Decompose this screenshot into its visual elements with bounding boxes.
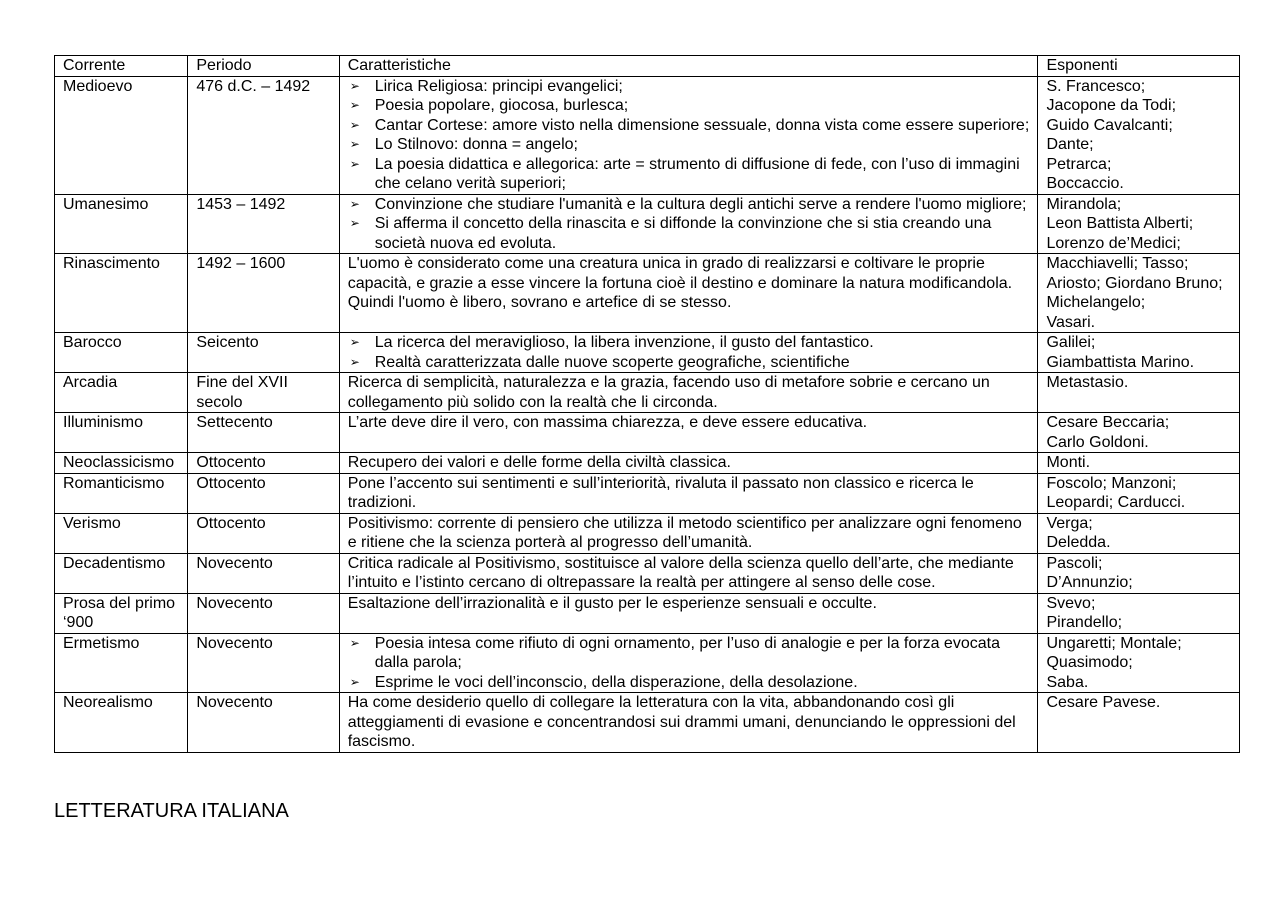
bullet-text: Realtà caratterizzata dalle nuove scoperte geografiche, scientifiche: [374, 353, 850, 371]
cell-esponenti: [1038, 254, 1240, 333]
cell-esponenti: [1038, 453, 1240, 474]
cell-periodo: Ottocento: [188, 473, 339, 513]
cell-corrente: Rinascimento: [55, 254, 188, 333]
esponente-line: Monti.: [1046, 454, 1091, 471]
cell-periodo: Novecento: [188, 633, 339, 693]
cell-periodo: Novecento: [188, 693, 339, 753]
document-title: LETTERATURA ITALIANA: [54, 800, 289, 822]
bullet-text: Convinzione che studiare l'umanità e la cultura degli antichi serve a rendere l'uomo migliore;: [374, 195, 1027, 213]
bullet-text: Lo Stilnovo: donna = angelo;: [374, 136, 578, 153]
header-corrente: Corrente: [55, 56, 188, 77]
table-row: [55, 473, 1240, 513]
cell-esponenti: [1038, 553, 1240, 593]
arrow-bullet-icon: ➢: [349, 335, 360, 349]
bullet-text: Poesia popolare, giocosa, burlesca;: [374, 97, 629, 114]
table-row: [55, 373, 1240, 413]
esponente-line: Foscolo; Manzoni;: [1046, 474, 1177, 492]
cell-corrente: Neoclassicismo: [55, 453, 188, 474]
cell-caratteristiche: L’arte deve dire il vero, con massima chiarezza, e deve essere educativa.: [339, 413, 1038, 453]
bullet-item: [348, 353, 1030, 373]
bullet-item: [348, 96, 1030, 116]
cell-caratteristiche: [339, 76, 1038, 194]
esponente-line: Svevo;: [1046, 594, 1096, 612]
bullet-item: [348, 77, 1030, 97]
cell-periodo: Novecento: [188, 593, 339, 633]
header-esponenti: Esponenti: [1038, 56, 1240, 77]
esponente-line: Guido Cavalcanti;: [1046, 116, 1173, 134]
cell-esponenti: [1038, 333, 1240, 373]
bullet-text: Poesia intesa come rifiuto di ogni ornamento, per l’uso di analogie e per la forza evocata dalla parola;: [374, 634, 1000, 671]
bullet-list: [348, 195, 1030, 254]
table-row: [55, 453, 1240, 474]
bullet-item: [348, 116, 1030, 136]
arrow-bullet-icon: ➢: [349, 216, 360, 230]
esponente-line: Giambattista Marino.: [1046, 353, 1195, 371]
esponente-line: Saba.: [1046, 673, 1089, 691]
table-row: [55, 254, 1240, 333]
esponente-line: Galilei;: [1046, 334, 1096, 351]
esponente-line: Cesare Pavese.: [1046, 694, 1161, 711]
cell-caratteristiche: Critica radicale al Positivismo, sostituisce al valore della scienza quello dell’arte, che mediante l’intuito e l’istinto cercano di oltrepassare la realtà per attingere al senso delle cose.: [339, 553, 1038, 593]
cell-corrente: Umanesimo: [55, 194, 188, 254]
bullet-text: Cantar Cortese: amore visto nella dimensione sessuale, donna vista come essere superiore;: [374, 116, 1030, 134]
cell-corrente: Ermetismo: [55, 633, 188, 693]
cell-corrente: Prosa del primo ‘900: [55, 593, 188, 633]
arrow-bullet-icon: ➢: [349, 354, 360, 369]
cell-esponenti: [1038, 693, 1240, 753]
cell-periodo: 476 d.C. – 1492: [188, 76, 339, 194]
table-row: [55, 413, 1240, 453]
cell-esponenti: [1038, 473, 1240, 513]
esponente-line: Michelangelo;: [1046, 294, 1146, 311]
cell-caratteristiche: Esaltazione dell’irrazionalità e il gusto per le esperienze sensuali e occulte.: [339, 593, 1038, 633]
bullet-text: La ricerca del meraviglioso, la libera invenzione, il gusto del fantastico.: [374, 334, 874, 351]
bullet-list: [348, 634, 1030, 693]
cell-periodo: 1453 – 1492: [188, 194, 339, 254]
esponente-line: Carlo Goldoni.: [1046, 433, 1149, 451]
bullet-item: [348, 135, 1030, 155]
table-row: [55, 76, 1240, 194]
bullet-item: [348, 155, 1030, 194]
bullet-item: [348, 195, 1030, 215]
table-row: [55, 194, 1240, 254]
esponente-line: Cesare Beccaria;: [1046, 414, 1170, 431]
cell-esponenti: [1038, 633, 1240, 693]
cell-caratteristiche: [339, 333, 1038, 373]
arrow-bullet-icon: ➢: [349, 156, 360, 171]
arrow-bullet-icon: ➢: [349, 98, 360, 112]
esponente-line: Macchiavelli; Tasso;: [1046, 255, 1189, 272]
arrow-bullet-icon: ➢: [349, 674, 360, 689]
cell-esponenti: [1038, 413, 1240, 453]
esponente-line: Quasimodo;: [1046, 654, 1133, 671]
esponente-line: Dante;: [1046, 136, 1094, 153]
table-row: [55, 333, 1240, 373]
arrow-bullet-icon: ➢: [349, 196, 360, 211]
esponente-line: Deledda.: [1046, 534, 1111, 551]
table-row: [55, 553, 1240, 593]
esponente-line: Pirandello;: [1046, 614, 1123, 631]
cell-esponenti: [1038, 194, 1240, 254]
cell-caratteristiche: Ricerca di semplicità, naturalezza e la grazia, facendo uso di metafore sobrie e cercano un collegamento più solido con la realtà che li circonda.: [339, 373, 1038, 413]
esponente-line: Verga;: [1046, 514, 1093, 532]
esponente-line: Metastasio.: [1046, 374, 1129, 391]
esponente-line: Leon Battista Alberti;: [1046, 215, 1194, 232]
cell-periodo: Novecento: [188, 553, 339, 593]
header-caratteristiche: Caratteristiche: [339, 56, 1038, 77]
cell-caratteristiche: Recupero dei valori e delle forme della civiltà classica.: [339, 453, 1038, 474]
cell-corrente: Illuminismo: [55, 413, 188, 453]
cell-caratteristiche: L'uomo è considerato come una creatura unica in grado di realizzarsi e coltivare le proprie capacità, e grazie a esse vincere la fortuna cioè il destino e dominare la natura modificandola. Quindi l'uomo è libero, sovrano e artefice di se stesso.: [339, 254, 1038, 333]
bullet-list: [348, 333, 1030, 372]
cell-periodo: Fine del XVII secolo: [188, 373, 339, 413]
table-row: [55, 693, 1240, 753]
table-body: [55, 56, 1240, 753]
literature-table: [54, 55, 1240, 753]
table-row: [55, 593, 1240, 633]
bullet-item: [348, 673, 1030, 693]
cell-corrente: Decadentismo: [55, 553, 188, 593]
esponente-line: Mirandola;: [1046, 195, 1122, 213]
esponente-line: Vasari.: [1046, 313, 1096, 331]
esponente-line: Ariosto; Giordano Bruno;: [1046, 274, 1223, 292]
cell-periodo: Ottocento: [188, 513, 339, 553]
table-header-row: [55, 56, 1240, 77]
cell-corrente: Arcadia: [55, 373, 188, 413]
esponente-line: Ungaretti; Montale;: [1046, 634, 1182, 652]
header-periodo: Periodo: [188, 56, 339, 77]
cell-corrente: Barocco: [55, 333, 188, 373]
bullet-item: [348, 333, 1030, 353]
bullet-list: [348, 77, 1030, 194]
arrow-bullet-icon: ➢: [349, 635, 360, 650]
cell-caratteristiche: Positivismo: corrente di pensiero che utilizza il metodo scientifico per analizzare ogni fenomeno e ritiene che la scienza porterà al progresso dell’umanità.: [339, 513, 1038, 553]
bullet-text: Lirica Religiosa: principi evangelici;: [374, 77, 623, 95]
arrow-bullet-icon: ➢: [349, 137, 360, 151]
cell-periodo: Ottocento: [188, 453, 339, 474]
table-row: [55, 513, 1240, 553]
cell-periodo: Settecento: [188, 413, 339, 453]
cell-periodo: 1492 – 1600: [188, 254, 339, 333]
esponente-line: Jacopone da Todi;: [1046, 97, 1177, 114]
esponente-line: D’Annunzio;: [1046, 574, 1133, 591]
esponente-line: S. Francesco;: [1046, 77, 1146, 95]
document-page: [54, 55, 1240, 753]
bullet-text: Si afferma il concetto della rinascita e si diffonde la convinzione che si stia creando una società nuova ed evoluta.: [374, 215, 992, 252]
cell-corrente: Verismo: [55, 513, 188, 553]
bullet-item: [348, 214, 1030, 253]
cell-esponenti: [1038, 76, 1240, 194]
cell-caratteristiche: Ha come desiderio quello di collegare la letteratura con la vita, abbandonando così gli atteggiamenti di evasione e concentrandosi sui drammi umani, denunciando le oppressioni del fascismo.: [339, 693, 1038, 753]
arrow-bullet-icon: ➢: [349, 78, 360, 93]
cell-corrente: Medioevo: [55, 76, 188, 194]
cell-corrente: Romanticismo: [55, 473, 188, 513]
esponente-line: Boccaccio.: [1046, 175, 1124, 192]
esponente-line: Leopardi; Carducci.: [1046, 494, 1186, 511]
esponente-line: Pascoli;: [1046, 554, 1103, 572]
cell-esponenti: [1038, 373, 1240, 413]
arrow-bullet-icon: ➢: [349, 117, 360, 132]
esponente-line: Lorenzo de’Medici;: [1046, 234, 1181, 252]
bullet-item: [348, 634, 1030, 673]
cell-periodo: Seicento: [188, 333, 339, 373]
cell-esponenti: [1038, 593, 1240, 633]
cell-esponenti: [1038, 513, 1240, 553]
esponente-line: Petrarca;: [1046, 155, 1112, 173]
bullet-text: Esprime le voci dell’inconscio, della disperazione, della desolazione.: [374, 673, 858, 691]
table-row: [55, 633, 1240, 693]
bullet-text: La poesia didattica e allegorica: arte = strumento di diffusione di fede, con l’uso di immagini che celano verità superiori;: [374, 155, 1020, 192]
cell-caratteristiche: Pone l’accento sui sentimenti e sull’interiorità, rivaluta il passato non classico e ricerca le tradizioni.: [339, 473, 1038, 513]
cell-corrente: Neorealismo: [55, 693, 188, 753]
cell-caratteristiche: [339, 194, 1038, 254]
cell-caratteristiche: [339, 633, 1038, 693]
